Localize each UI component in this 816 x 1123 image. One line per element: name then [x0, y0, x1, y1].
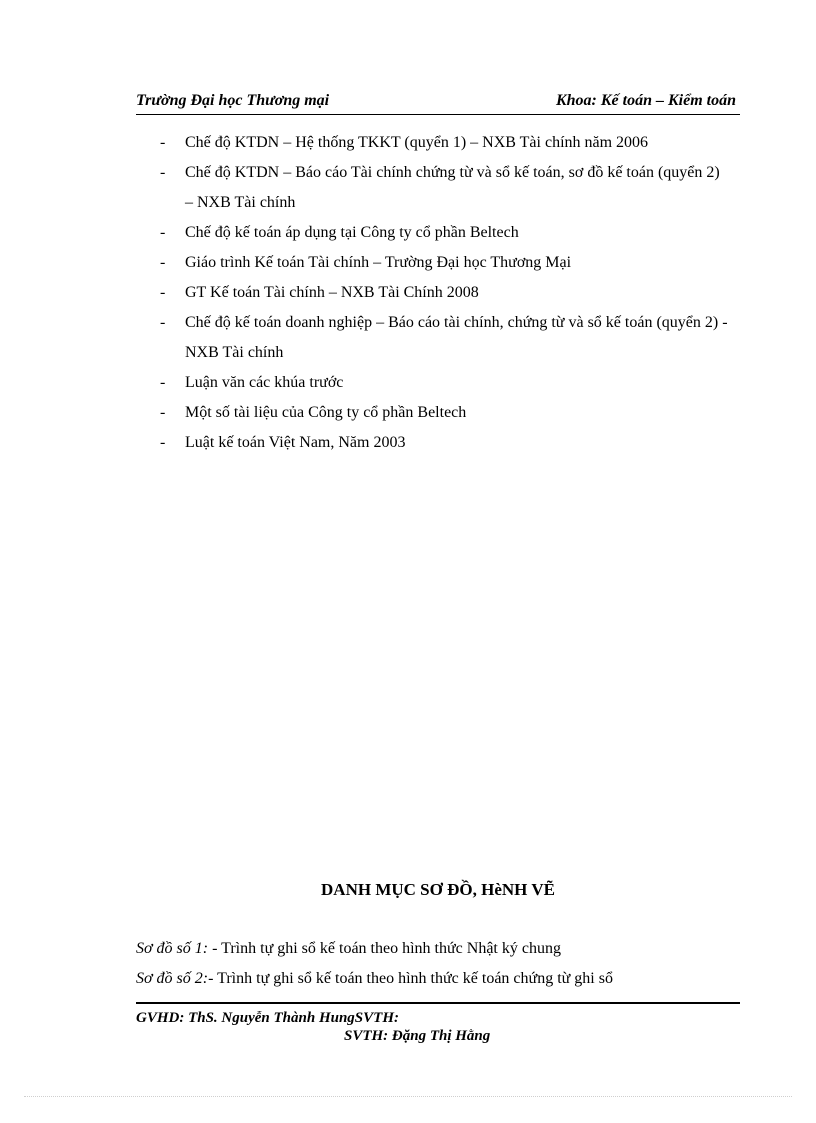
diagram-label: Sơ đồ số 1: — [136, 940, 213, 957]
list-item-text: Chế độ kế toán áp dụng tại Công ty cổ phần Beltech — [185, 224, 519, 241]
list-item — [160, 248, 730, 278]
section-title: DANH MỤC SƠ ĐỒ, HèNH VẼ — [321, 880, 555, 899]
list-item-text: Chế độ KTDN – Báo cáo Tài chính chứng từ và sổ kế toán, sơ đồ kế toán (quyển 2) – NXB Tài chính — [185, 164, 720, 211]
list-dash: - — [160, 224, 166, 241]
list-item — [160, 398, 730, 428]
header-school: Trường Đại học Thương mại — [136, 92, 330, 109]
list-item-text: Luận văn các khúa trước — [185, 374, 344, 391]
diagram-entry-1 — [136, 940, 561, 958]
diagram-entry-2 — [136, 970, 613, 988]
list-dash: - — [160, 314, 166, 331]
diagram-label: Sơ đồ số 2: — [136, 970, 209, 987]
list-dash: - — [160, 434, 166, 451]
list-item-text: Một số tài liệu của Công ty cổ phần Beltech — [185, 404, 467, 421]
list-dash: - — [160, 134, 166, 151]
reference-list — [160, 128, 730, 458]
list-item-text: Chế độ KTDN – Hệ thống TKKT (quyển 1) – NXB Tài chính năm 2006 — [185, 134, 649, 151]
list-item-text: Giáo trình Kế toán Tài chính – Trường Đại học Thương Mại — [185, 254, 572, 271]
list-item — [160, 368, 730, 398]
list-item — [160, 278, 730, 308]
list-dash: - — [160, 284, 166, 301]
list-item-text: GT Kế toán Tài chính – NXB Tài Chính 2008 — [185, 284, 479, 301]
footer-divider — [136, 1002, 740, 1004]
list-item — [160, 128, 730, 158]
page-header — [136, 90, 740, 115]
header-faculty: Khoa: Kế toán – Kiểm toán — [555, 92, 736, 109]
list-dash: - — [160, 404, 166, 421]
footer-supervisor: GVHD: ThS. Nguyễn Thành HungSVTH: — [136, 1010, 399, 1026]
list-item-text: Luật kế toán Việt Nam, Năm 2003 — [185, 434, 406, 451]
list-item — [160, 158, 730, 218]
list-dash: - — [160, 164, 166, 181]
diagram-text: - Trình tự ghi sổ kế toán theo hình thức Nhật ký chung — [212, 940, 561, 957]
diagram-text: - Trình tự ghi sổ kế toán theo hình thức kế toán chứng từ ghi sổ — [208, 970, 613, 987]
footer-student: SVTH: Đặng Thị Hằng — [344, 1028, 491, 1044]
page-edge — [24, 1096, 792, 1097]
list-item — [160, 428, 730, 458]
list-dash: - — [160, 374, 166, 391]
list-item — [160, 218, 730, 248]
list-item — [160, 308, 730, 368]
list-item-text: Chế độ kế toán doanh nghiệp – Báo cáo tài chính, chứng từ và sổ kế toán (quyển 2) - NXB Tài chính — [185, 314, 728, 361]
list-dash: - — [160, 254, 166, 271]
